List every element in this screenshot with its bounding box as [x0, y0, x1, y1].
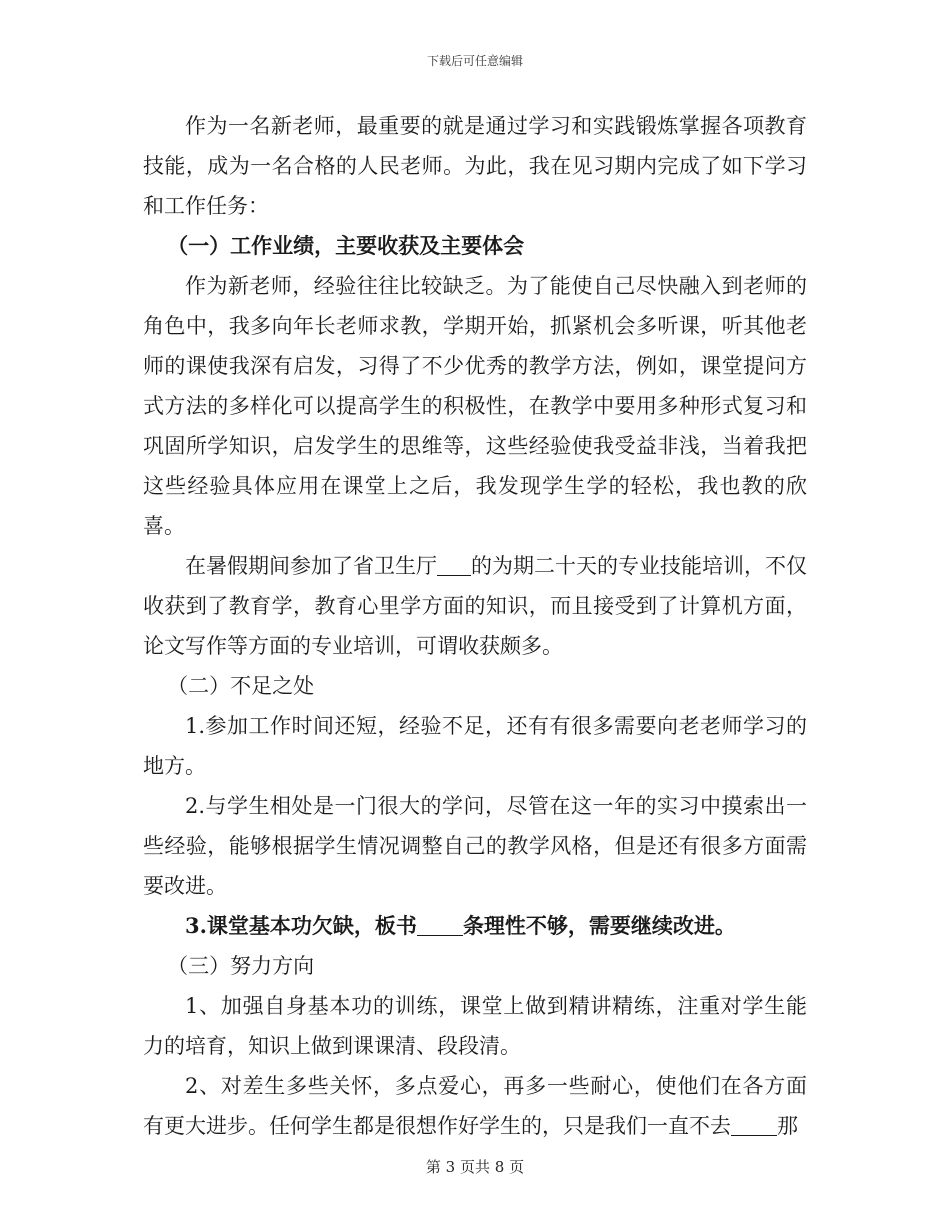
section-heading-3: （三）努力方向 — [167, 954, 315, 978]
section-heading-2: （二）不足之处 — [167, 674, 315, 698]
direction-item-2 — [143, 1066, 807, 1146]
experience-paragraph: 作为新老师，经验往往比较缺乏。为了能使自己尽快融入到老师的角色中，我多向年长老师求教，学期开始，抓紧机会多听课，听其他老师的课使我深有启发，习得了不少优秀的教学方法，例如，课堂提问方式方法的多样化可以提高学生的积极性，在教学中要用多种形式复习和巩固所学知识，启发学生的思维等，这些经验使我受益非浅，当着我把这些经验具体应用在课堂上之后，我发现学生学的轻松，我也教的欣喜。 — [143, 274, 807, 538]
page-number: 第 3 页共 8 页 — [425, 1158, 525, 1176]
intro-paragraph: 作为一名新老师，最重要的就是通过学习和实践锻炼掌握各项教育技能，成为一名合格的人民老师。为此，我在见习期内完成了如下学习和工作任务： — [143, 114, 807, 218]
direction-2-end: 那 — [777, 1114, 798, 1138]
training-text-end: 的为期二十天的专业技能培训，不仅收获到了教育学，教育心里学方面的知识，而且接受到了计算机方面，论文写作等方面的专业培训，可谓收获颇多。 — [143, 554, 807, 658]
training-paragraph — [143, 546, 807, 666]
fill-blank — [731, 1114, 777, 1136]
shortcoming-item-2: 2.与学生相处是一门很大的学问，尽管在这一年的实习中摸索出一些经验，能够根据学生情况调整自己的教学风格，但是还有很多方面需要改进。 — [143, 794, 807, 898]
section-heading-1: （一）工作业绩，主要收获及主要体会 — [167, 233, 525, 258]
shortcoming-3-end: 条理性不够，需要继续改进。 — [462, 913, 736, 938]
direction-2-start: 2、对差生多些关怀，多点爱心，再多一些耐心，使他们在各方面有更大进步。任何学生都是很想作好学生的，只是我们一直不去 — [143, 1074, 807, 1138]
fill-blank — [417, 914, 463, 936]
document-body — [143, 106, 807, 1146]
direction-item-1: 1、加强自身基本功的训练，课堂上做到精讲精练，注重对学生能力的培育，知识上做到课课清、段段清。 — [143, 994, 807, 1058]
training-text-start: 在暑假期间参加了省卫生厅 — [185, 554, 437, 578]
shortcoming-item-1: 1.参加工作时间还短，经验不足，还有有很多需要向老老师学习的地方。 — [143, 714, 807, 778]
shortcoming-item-3 — [143, 906, 807, 946]
page-header: 下载后可任意编辑 — [426, 54, 523, 68]
shortcoming-3-start: 3.课堂基本功欠缺，板书 — [185, 913, 417, 938]
fill-blank — [437, 554, 471, 576]
